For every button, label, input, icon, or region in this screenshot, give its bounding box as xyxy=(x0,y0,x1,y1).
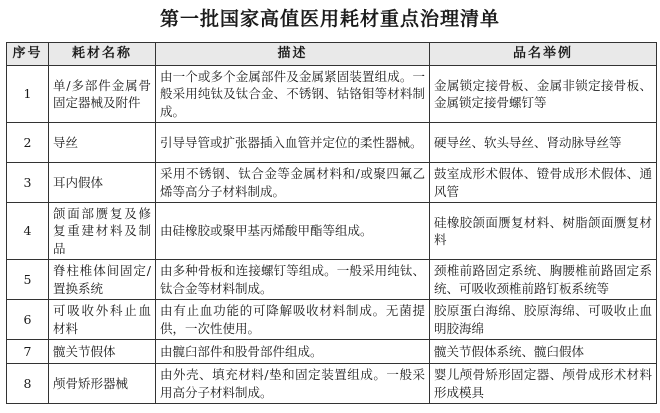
row-name: 单/多部件金属骨固定器械及附件 xyxy=(49,66,156,123)
table-row xyxy=(7,260,657,300)
row-examples: 婴儿颅骨矫形固定器、颅骨成形术材料形成模具 xyxy=(430,364,657,404)
row-description: 由有止血功能的可降解吸收材料制成。无菌提供，一次性使用。 xyxy=(156,300,430,340)
row-name: 髋关节假体 xyxy=(49,340,156,364)
row-examples: 髋关节假体系统、髋臼假体 xyxy=(430,340,657,364)
table-row xyxy=(7,300,657,340)
row-description: 由硅橡胶或聚甲基丙烯酸甲酯等组成。 xyxy=(156,203,430,260)
table-row xyxy=(7,123,657,163)
table-row xyxy=(7,364,657,404)
row-name: 导丝 xyxy=(49,123,156,163)
header-examples: 品名举例 xyxy=(430,43,657,66)
row-name: 脊柱椎体间固定/置换系统 xyxy=(49,260,156,300)
row-description: 由一个或多个金属部件及金属紧固装置组成。一般采用纯钛及钛合金、不锈钢、钴铬钼等材料制成。 xyxy=(156,66,430,123)
row-no: 4 xyxy=(7,203,49,260)
row-name: 可吸收外科止血材料 xyxy=(49,300,156,340)
row-description: 由多种骨板和连接螺钉等组成。一般采用纯钛、钛合金等材料制成。 xyxy=(156,260,430,300)
row-no: 8 xyxy=(7,364,49,404)
document-title: 第一批国家高值医用耗材重点治理清单 xyxy=(159,8,500,30)
row-examples: 胶原蛋白海绵、胶原海绵、可吸收止血明胶海绵 xyxy=(430,300,657,340)
table-row xyxy=(7,340,657,364)
row-no: 5 xyxy=(7,260,49,300)
row-examples: 金属锁定接骨板、金属非锁定接骨板、金属锁定接骨螺钉等 xyxy=(430,66,657,123)
row-description: 引导导管或扩张器插入血管并定位的柔性器械。 xyxy=(156,123,430,163)
header-name: 耗材名称 xyxy=(49,43,156,66)
table-row xyxy=(7,66,657,123)
row-description: 由外壳、填充材料/垫和固定装置组成。一般采用高分子材料制成。 xyxy=(156,364,430,404)
row-no: 7 xyxy=(7,340,49,364)
row-no: 1 xyxy=(7,66,49,123)
row-description: 由髋臼部件和股骨部件组成。 xyxy=(156,340,430,364)
row-examples: 鼓室成形术假体、镫骨成形术假体、通风管 xyxy=(430,163,657,203)
table-row xyxy=(7,163,657,203)
row-name: 耳内假体 xyxy=(49,163,156,203)
row-description: 采用不锈钢、钛合金等金属材料和/或聚四氟乙烯等高分子材料制成。 xyxy=(156,163,430,203)
row-no: 2 xyxy=(7,123,49,163)
header-no: 序号 xyxy=(7,43,49,66)
row-examples: 硅橡胶颌面赝复材料、树脂颌面赝复材料 xyxy=(430,203,657,260)
row-examples: 颈椎前路固定系统、胸腰椎前路固定系统、可吸收颈椎前路钉板系统等 xyxy=(430,260,657,300)
consumables-table xyxy=(6,42,657,404)
row-no: 6 xyxy=(7,300,49,340)
row-no: 3 xyxy=(7,163,49,203)
row-name: 颅骨矫形器械 xyxy=(49,364,156,404)
row-examples: 硬导丝、软头导丝、肾动脉导丝等 xyxy=(430,123,657,163)
table-header-row xyxy=(7,43,657,66)
row-name: 颌面部赝复及修复重建材料及制品 xyxy=(49,203,156,260)
table-row xyxy=(7,203,657,260)
header-description: 描述 xyxy=(156,43,430,66)
